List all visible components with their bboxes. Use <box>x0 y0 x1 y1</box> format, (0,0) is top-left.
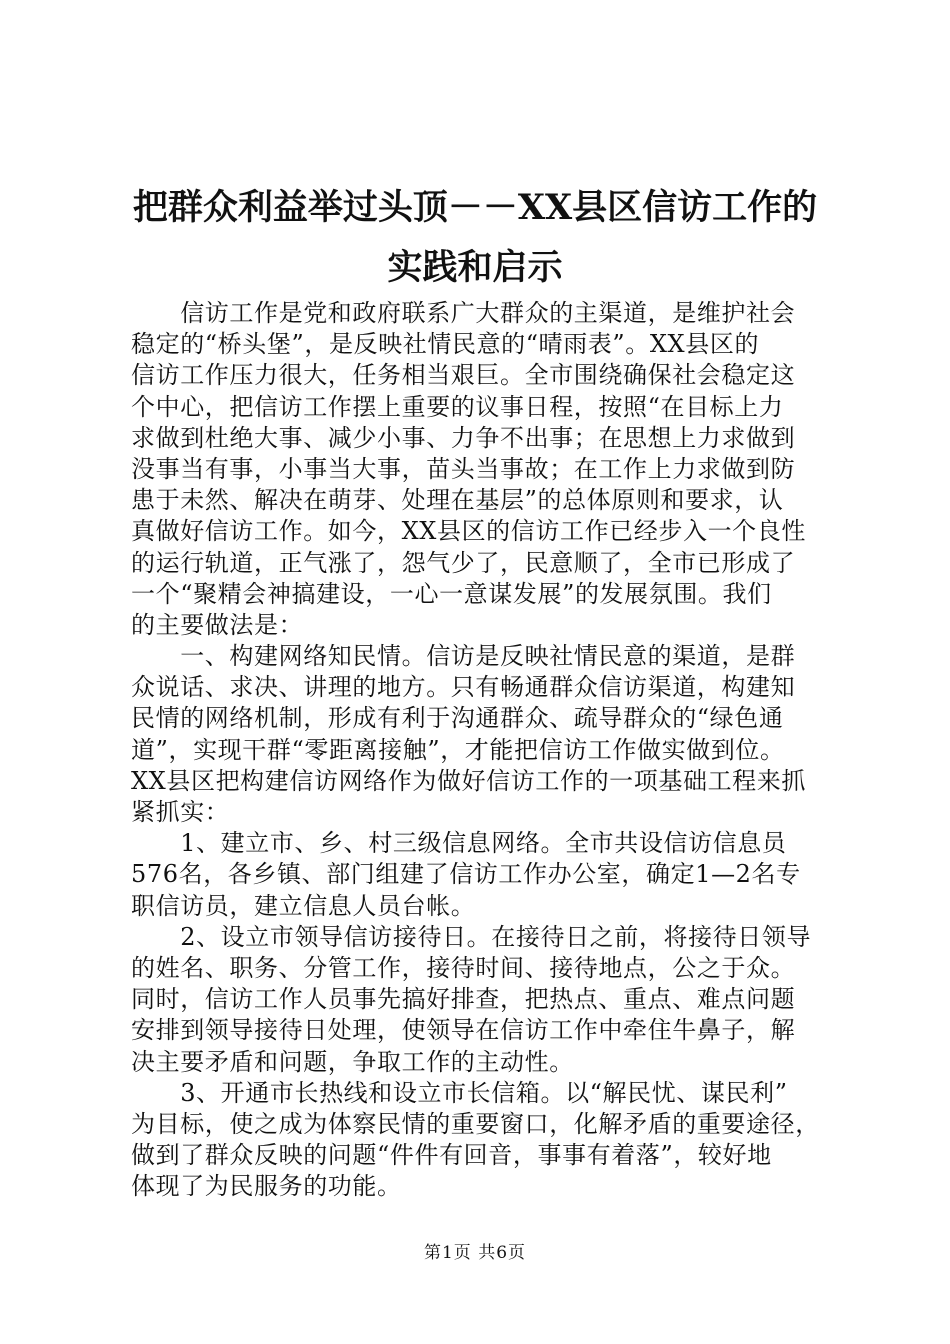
body-line: 紧抓实： <box>131 798 230 826</box>
body-line: 的姓名、职务、分管工作，接待时间、接待地点，公之于众。 <box>131 953 796 982</box>
body-line: 个中心，把信访工作摆上重要的议事日程，按照“在目标上力 <box>131 392 784 421</box>
document-title-line-2: 实践和启示 <box>387 247 563 288</box>
body-line: XX县区把构建信访网络作为做好信访工作的一项基础工程来抓 <box>131 766 806 795</box>
body-line: 做到了群众反映的问题“件件有回音，事事有着落”，较好地 <box>131 1141 772 1170</box>
body-line: 患于未然、解决在萌芽、处理在基层”的总体原则和要求，认 <box>131 486 784 515</box>
body-line: 没事当有事，小事当大事，苗头当事故；在工作上力求做到防 <box>131 454 796 483</box>
document-body <box>131 298 831 1202</box>
body-line: 职信访员，建立信息人员台帐。 <box>131 891 476 920</box>
body-line: 一、构建网络知民情。信访是反映社情民意的渠道，是群 <box>131 642 796 671</box>
body-line: 信访工作压力很大，任务相当艰巨。全市围绕确保社会稳定这 <box>131 361 796 390</box>
body-line: 一个“聚精会神搞建设，一心一意谋发展”的发展氛围。我们 <box>131 579 772 608</box>
body-line: 决主要矛盾和问题，争取工作的主动性。 <box>131 1047 574 1076</box>
body-line: 体现了为民服务的功能。 <box>131 1172 402 1201</box>
body-line: 求做到杜绝大事、减少小事、力争不出事；在思想上力求做到 <box>131 423 796 452</box>
body-line: 信访工作是党和政府联系广大群众的主渠道，是维护社会 <box>131 299 796 327</box>
body-line: 3、开通市长热线和设立市长信箱。以“解民忧、谋民利” <box>131 1078 788 1107</box>
document-title-line-1: 把群众利益举过头顶－－XX县区信访工作的 <box>132 187 818 228</box>
body-line: 2、设立市领导信访接待日。在接待日之前，将接待日领导 <box>131 922 812 951</box>
body-line: 众说话、求决、讲理的地方。只有畅通群众信访渠道，构建知 <box>131 673 796 702</box>
body-line: 稳定的“桥头堡”，是反映社情民意的“晴雨表”。XX县区的 <box>131 330 760 359</box>
body-line: 道”，实现干群“零距离接触”，才能把信访工作做实做到位。 <box>131 735 785 764</box>
body-line: 1、建立市、乡、村三级信息网络。全市共设信访信息员 <box>131 829 787 858</box>
body-line: 真做好信访工作。如今，XX县区的信访工作已经步入一个良性 <box>131 517 806 546</box>
body-line: 为目标，使之成为体察民情的重要窗口，化解矛盾的重要途径， <box>131 1109 820 1138</box>
body-line: 安排到领导接待日处理，使领导在信访工作中牵住牛鼻子，解 <box>131 1016 796 1045</box>
body-line: 同时，信访工作人员事先搞好排查，把热点、重点、难点问题 <box>131 985 796 1014</box>
body-line: 民情的网络机制，形成有利于沟通群众、疏导群众的“绿色通 <box>131 704 784 733</box>
page-number-footer: 第1页 共6页 <box>423 1243 527 1263</box>
body-line: 576名，各乡镇、部门组建了信访工作办公室，确定1—2名专 <box>131 860 801 889</box>
body-line: 的运行轨道，正气涨了，怨气少了，民意顺了，全市已形成了 <box>131 548 796 577</box>
body-line: 的主要做法是： <box>131 610 304 639</box>
